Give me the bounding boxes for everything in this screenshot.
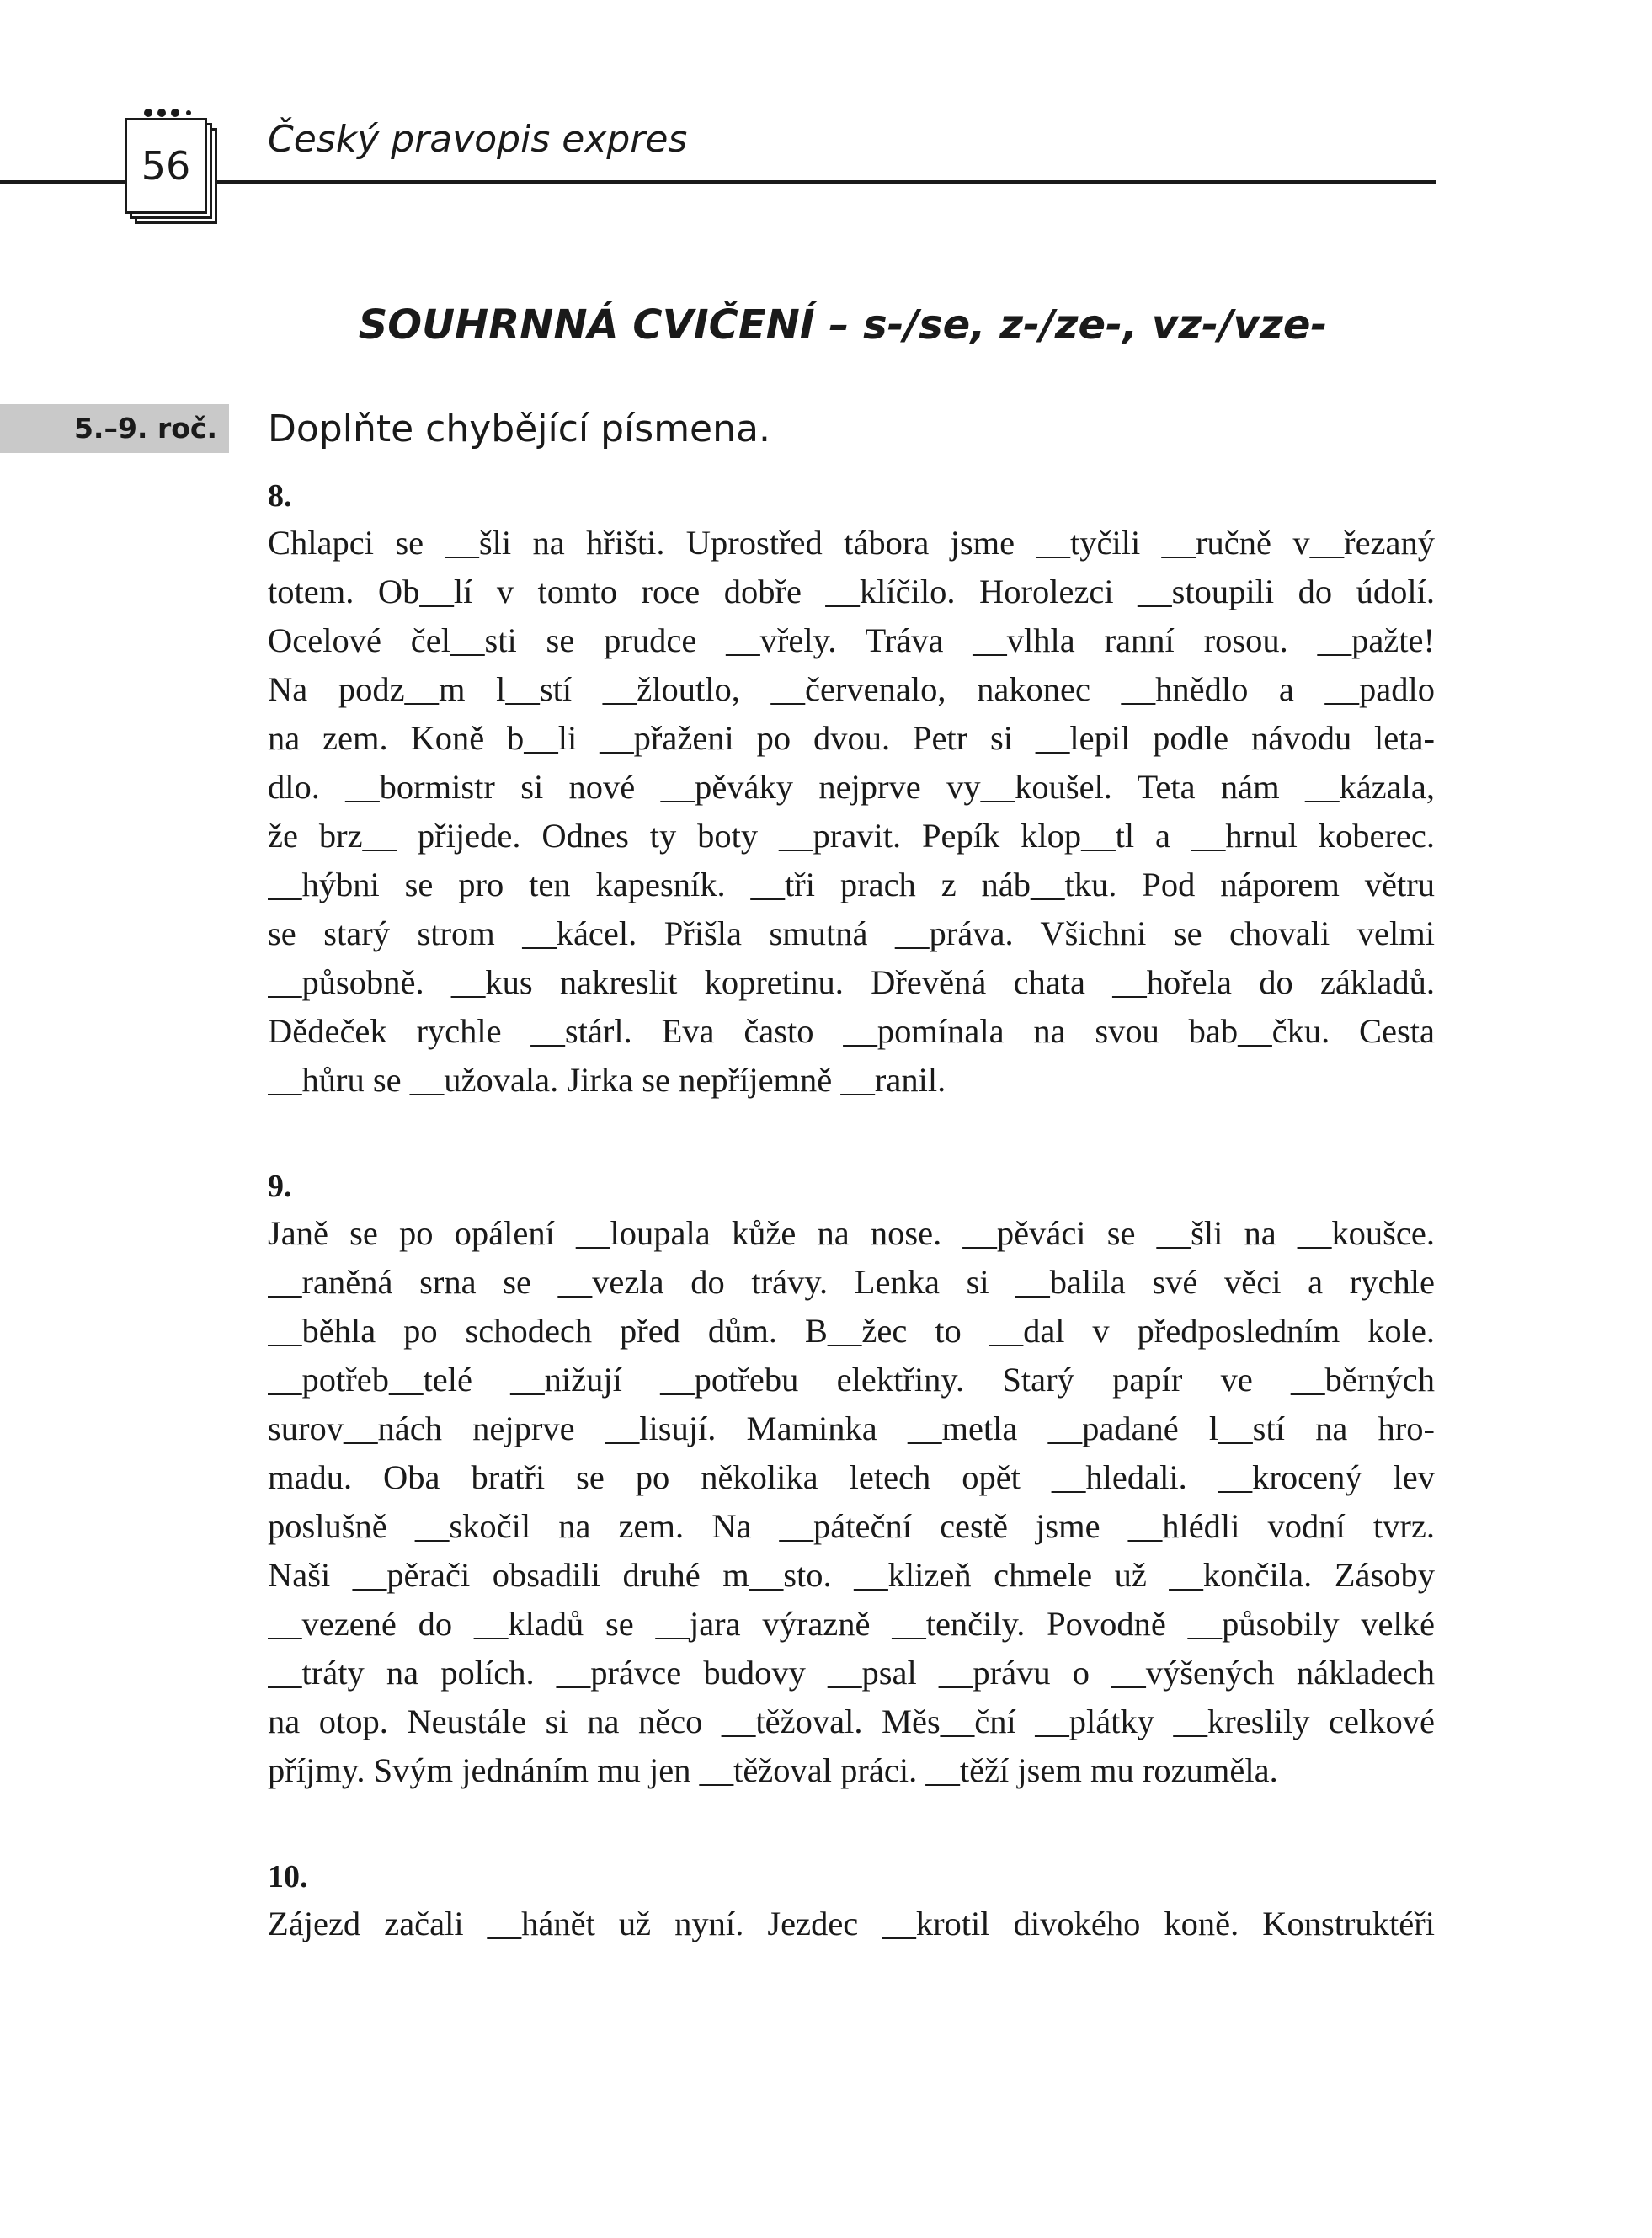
exercise-8-line: totem. Ob__lí v tomto roce dobře __klíčilo. Horolezci __stoupili do údolí. (268, 573, 1435, 610)
page-number-badge (125, 118, 209, 216)
exercise-9-line: __vezené do __kladů se __jara výrazně __tenčily. Povodně __působily velké (268, 1605, 1435, 1643)
exercise-8-line: Na podz__m l__stí __žloutlo, __červenalo, nakonec __hnědlo a __padlo (268, 670, 1435, 708)
exercise-9-line: na otop. Neustále si na něco __těžoval. Měs__ční __plátky __kreslily celkové (268, 1702, 1435, 1740)
exercise-9-line: poslušně __skočil na zem. Na __páteční cestě jsme __hlédli vodní tvrz. (268, 1507, 1435, 1545)
exercise-9-line: Naši __pěrači obsadili druhé m__sto. __klizeň chmele už __končila. Zásoby (268, 1556, 1435, 1594)
exercise-8-line: na zem. Koně b__li __přaženi po dvou. Petr si __lepil podle návodu leta- (268, 719, 1435, 757)
exercise-9-line: madu. Oba bratři se po několika letech opět __hledali. __krocený lev (268, 1458, 1435, 1496)
exercise-number: 8. (268, 478, 292, 514)
exercise-9-line: Janě se po opálení __loupala kůže na nose. __pěváci se __šli na __koušce. (268, 1214, 1435, 1252)
exercise-9-line: __tráty na polích. __právce budovy __psal __právu o __výšených nákladech (268, 1654, 1435, 1692)
exercise-8-line: __působně. __kus nakreslit kopretinu. Dřevěná chata __hořela do základů. (268, 963, 1435, 1001)
exercise-8-line: Ocelové čel__sti se prudce __vřely. Tráva __vlhla ranní rosou. __pažte! (268, 621, 1435, 659)
exercise-9-line: příjmy. Svým jednáním mu jen __těžoval práci. __těží jsem mu rozuměla. (268, 1751, 1278, 1789)
exercise-8-line: dlo. __bormistr si nové __pěváky nejprve vy__koušel. Teta nám __kázala, (268, 768, 1435, 806)
exercise-9-line: __raněná srna se __vezla do trávy. Lenka si __balila své věci a rychle (268, 1263, 1435, 1301)
book-title: Český pravopis expres (268, 118, 688, 161)
exercise-8-line: Chlapci se __šli na hřišti. Uprostřed tábora jsme __tyčili __ručně v__řezaný (268, 524, 1435, 562)
exercise-9-line: __potřeb__telé __nižují __potřebu elektřiny. Starý papír ve __běrných (268, 1361, 1435, 1399)
exercise-9-line: __běhla po schodech před dům. B__žec to __dal v předposledním kole. (268, 1312, 1435, 1350)
grade-tab: 5.–9. roč. (0, 404, 229, 453)
exercise-8-line: se starý strom __kácel. Přišla smutná __práva. Všichni se chovali velmi (268, 914, 1435, 952)
exercise-9-line: surov__nách nejprve __lisují. Maminka __metla __padané l__stí na hro- (268, 1409, 1435, 1447)
exercise-10-line: Zájezd začali __hánět už nyní. Jezdec __krotil divokého koně. Konstruktéři (268, 1905, 1435, 1942)
page-number: 56 (141, 143, 191, 189)
exercise-8-line: že brz__ přijede. Odnes ty boty __pravit. Pepík klop__tl a __hrnul koberec. (268, 817, 1435, 855)
section-title: SOUHRNNÁ CVIČENÍ – s-/se, z-/ze-, vz-/vze- (358, 301, 1328, 349)
exercise-8-line: Dědeček rychle __stárl. Eva často __pomínala na svou bab__čku. Cesta (268, 1012, 1435, 1050)
exercise-8-line: __hýbni se pro ten kapesník. __tři prach z náb__tku. Pod náporem větru (268, 866, 1435, 903)
exercise-number: 9. (268, 1169, 292, 1204)
notepad-rings-icon (141, 104, 192, 121)
exercise-number: 10. (268, 1859, 308, 1894)
exercise-8-line: __hůru se __užovala. Jirka se nepříjemně __ranil. (268, 1061, 946, 1099)
instruction: Doplňte chybějící písmena. (268, 408, 770, 450)
